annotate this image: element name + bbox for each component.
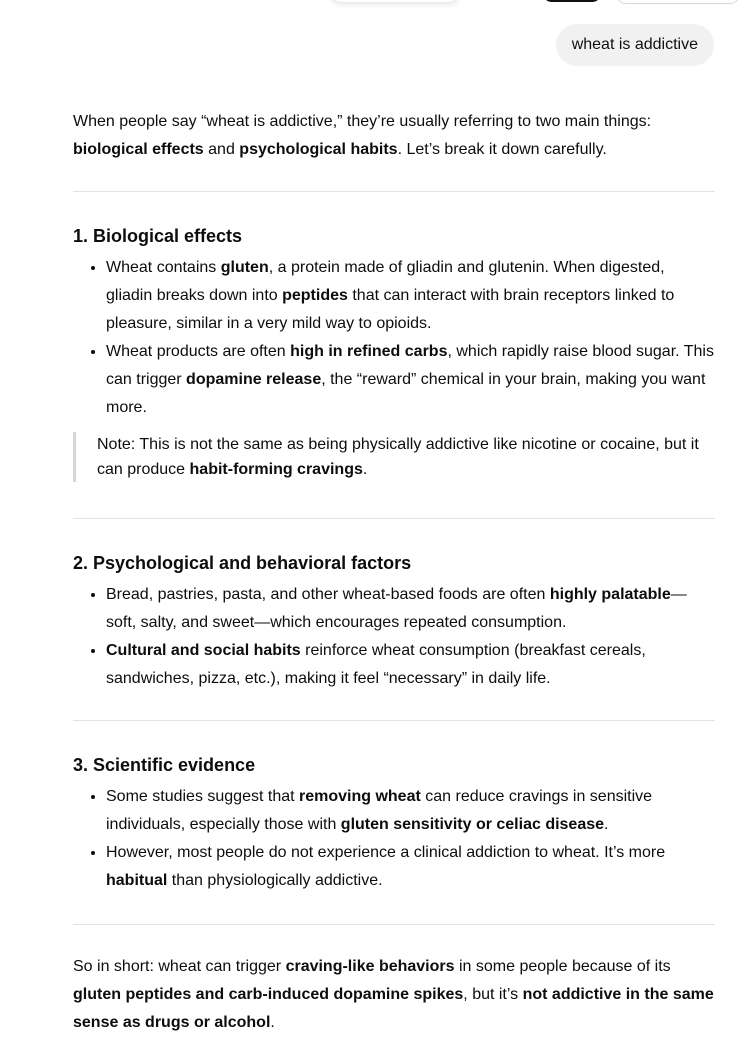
list-item — [106, 637, 715, 693]
list-text: than physiologically addictive. — [167, 872, 383, 889]
list-item — [106, 581, 715, 637]
list-bold: dopamine release — [186, 371, 322, 388]
list-text: Wheat products are often — [106, 343, 291, 360]
summary-text: in some people because of its — [454, 958, 671, 975]
intro-text: and — [203, 141, 240, 158]
top-light-button[interactable] — [616, 0, 740, 4]
user-message-bubble — [556, 24, 714, 66]
list-item — [106, 338, 715, 422]
assistant-response — [73, 108, 715, 1037]
psychological-list — [73, 581, 715, 693]
note-blockquote — [73, 432, 715, 482]
divider — [73, 924, 715, 925]
list-text: , a protein made of gliadin and glutenin. When digested, gliadin breaks down into — [106, 259, 665, 304]
summary-text: , but it’s — [463, 986, 523, 1003]
evidence-list — [73, 783, 715, 895]
summary-text: So in short: wheat can trigger — [73, 958, 286, 975]
divider — [73, 191, 715, 192]
divider — [73, 720, 715, 721]
top-toolbar-pill[interactable] — [330, 0, 460, 2]
list-bold: high in refined carbs — [290, 343, 448, 360]
list-item — [106, 839, 715, 895]
note-bold: habit-forming cravings — [189, 461, 363, 478]
intro-bold-biological: biological effects — [73, 141, 204, 158]
list-text: —soft, salty, and sweet—which encourages repeated consumption. — [106, 586, 687, 631]
list-bold: highly palatable — [549, 586, 671, 603]
list-text: reinforce wheat consumption (breakfast cereals, sandwiches, pizza, etc.), making it feel “necessary” in daily life. — [106, 642, 646, 687]
summary-paragraph — [73, 953, 715, 1037]
list-text: , the “reward” chemical in your brain, making you want more. — [106, 371, 706, 416]
list-bold: gluten — [220, 259, 269, 276]
list-item — [106, 254, 715, 338]
list-text: that can interact with brain receptors linked to pleasure, similar in a very mild way to opioids. — [106, 287, 675, 332]
note-text: . — [362, 461, 368, 478]
note-text: Note: This is not the same as being physically addictive like nicotine or cocaine, but it can produce — [97, 436, 699, 478]
divider — [73, 518, 715, 519]
intro-bold-psychological: psychological habits — [239, 141, 398, 158]
list-text: Wheat contains — [106, 259, 221, 276]
list-bold: peptides — [282, 287, 348, 304]
list-text: . — [604, 816, 609, 833]
intro-text: When people say “wheat is addictive,” they’re usually referring to two main things: — [73, 113, 652, 130]
list-text: However, most people do not experience a clinical addiction to wheat. It’s more — [106, 844, 666, 861]
list-bold: gluten sensitivity or celiac disease — [340, 816, 605, 833]
list-bold: removing wheat — [299, 788, 421, 805]
user-message-text: wheat is addictive — [571, 36, 698, 53]
summary-text: . — [270, 1014, 275, 1031]
intro-paragraph — [73, 108, 715, 164]
list-item — [106, 783, 715, 839]
summary-bold: not addictive in the same sense as drugs or alcohol — [73, 986, 714, 1031]
section-heading-evidence: 3. Scientific evidence — [73, 755, 256, 775]
list-bold: habitual — [106, 872, 168, 889]
intro-text: . Let’s break it down carefully. — [397, 141, 607, 158]
biological-list — [73, 254, 715, 422]
section-heading-biological: 1. Biological effects — [73, 226, 243, 246]
list-text: Bread, pastries, pasta, and other wheat-based foods are often — [106, 586, 550, 603]
summary-bold: craving-like behaviors — [285, 958, 455, 975]
list-text: , which rapidly raise blood sugar. This can trigger — [106, 343, 714, 388]
list-text: Some studies suggest that — [106, 788, 299, 805]
list-bold: Cultural and social habits — [106, 642, 301, 659]
section-heading-psychological: 2. Psychological and behavioral factors — [73, 553, 412, 573]
summary-bold: gluten peptides and carb-induced dopamine spikes — [73, 986, 464, 1003]
list-text: can reduce cravings in sensitive individuals, especially those with — [106, 788, 653, 833]
top-dark-button[interactable] — [542, 0, 602, 2]
